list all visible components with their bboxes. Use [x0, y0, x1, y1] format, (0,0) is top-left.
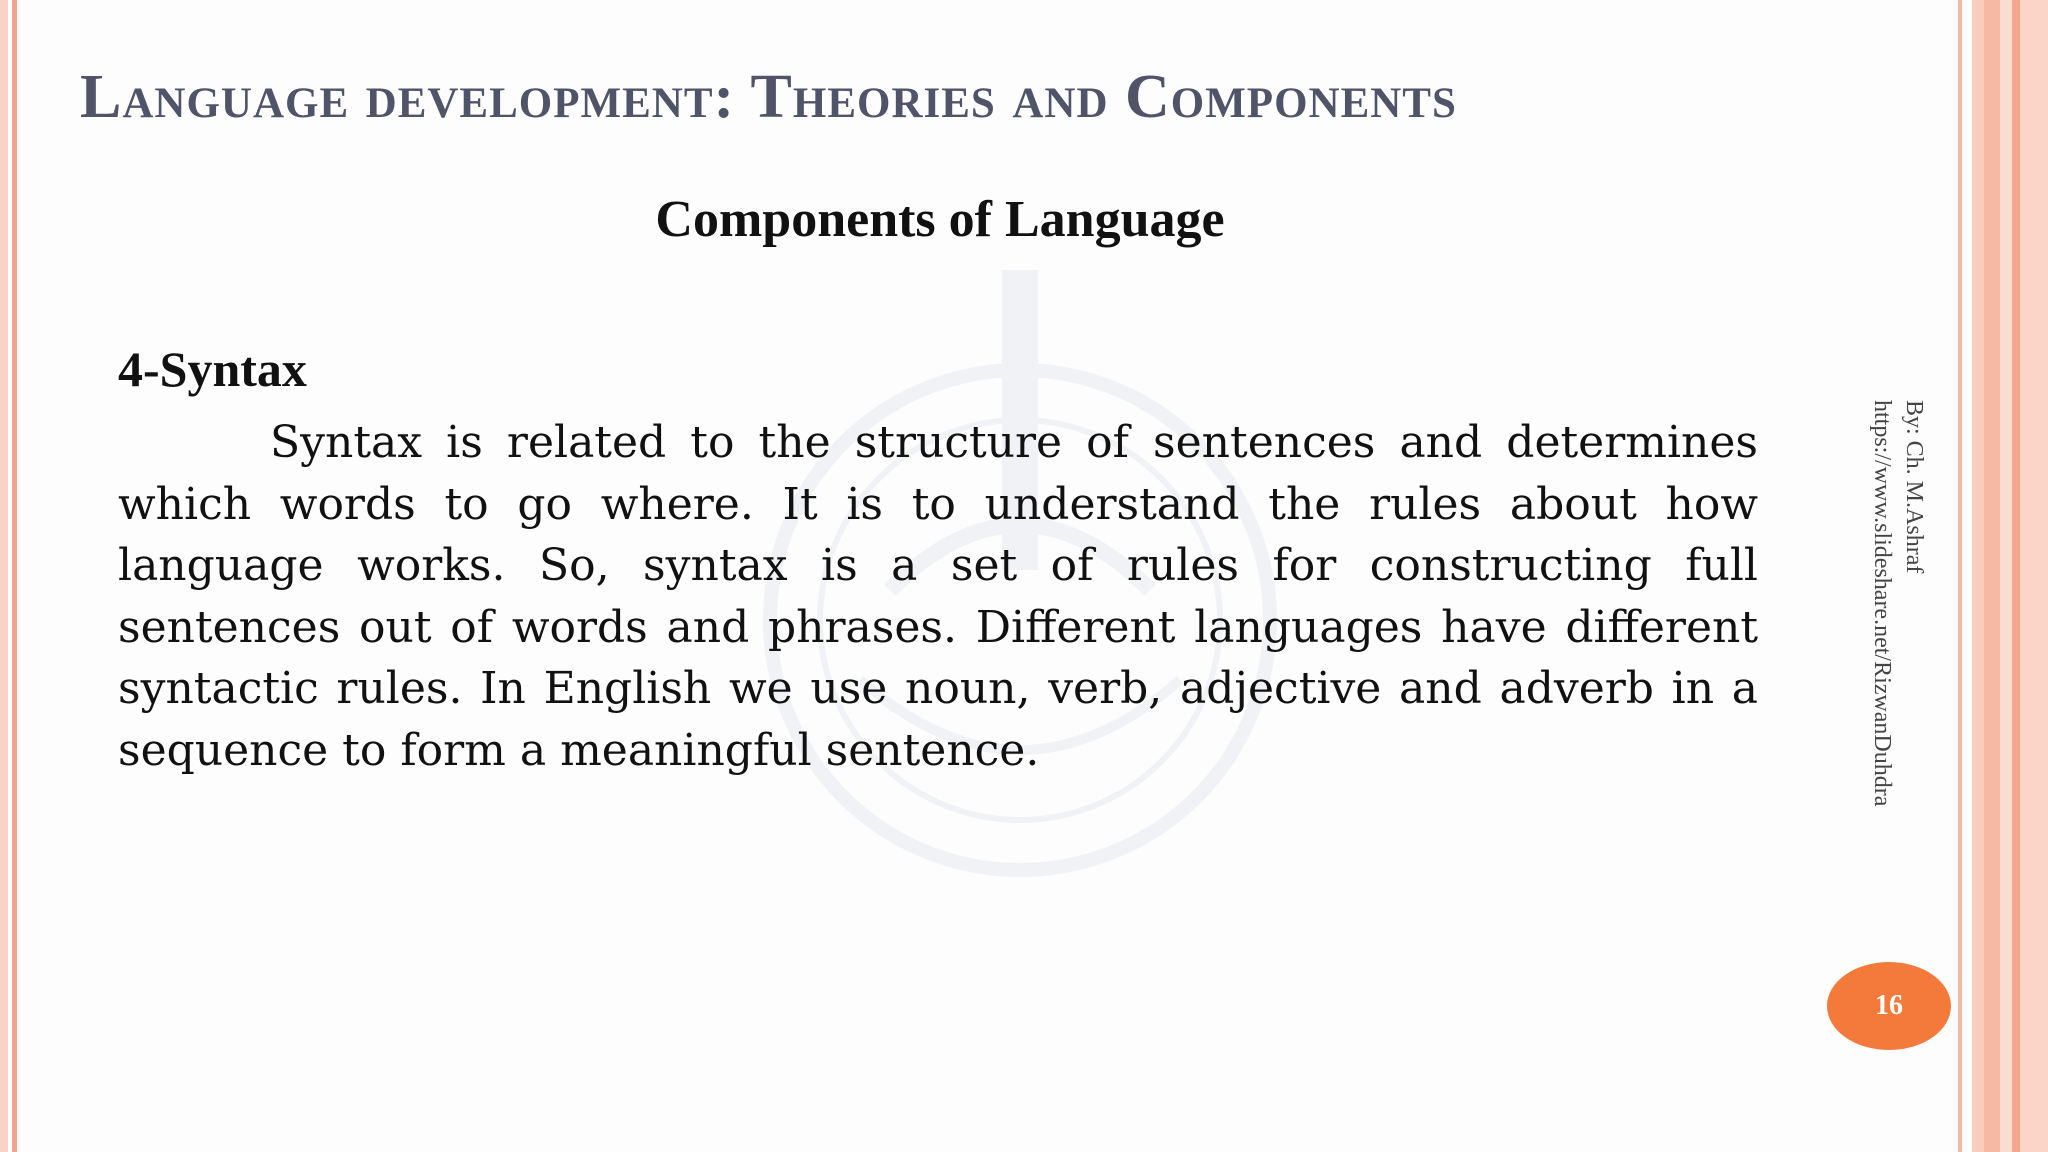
credit-vertical	[1860, 400, 1930, 920]
credit-author: By: Ch. M.Ashraf	[1901, 400, 1927, 574]
section-heading: 4-Syntax	[118, 341, 307, 397]
body-paragraph: Syntax is related to the structure of sentences and determines which words to go where. It is to understand the rules about how language works. So, syntax is a set of rules for constructing full sentences out of words and phrases. Different languages have different syntactic rules. In English we use noun, verb, adjective and adverb in a sequence to form a meaningful sentence.	[118, 417, 1758, 776]
page-number-badge: 16	[1827, 962, 1951, 1050]
slide-title: Language development: Theories and Components	[80, 63, 1457, 131]
slide-subtitle: Components of Language	[655, 191, 1225, 248]
left-border-decoration	[0, 0, 22, 1152]
right-border-decoration	[1956, 0, 2048, 1152]
credit-url: https://www.slideshare.net/RizwanDuhdra	[1869, 400, 1895, 807]
